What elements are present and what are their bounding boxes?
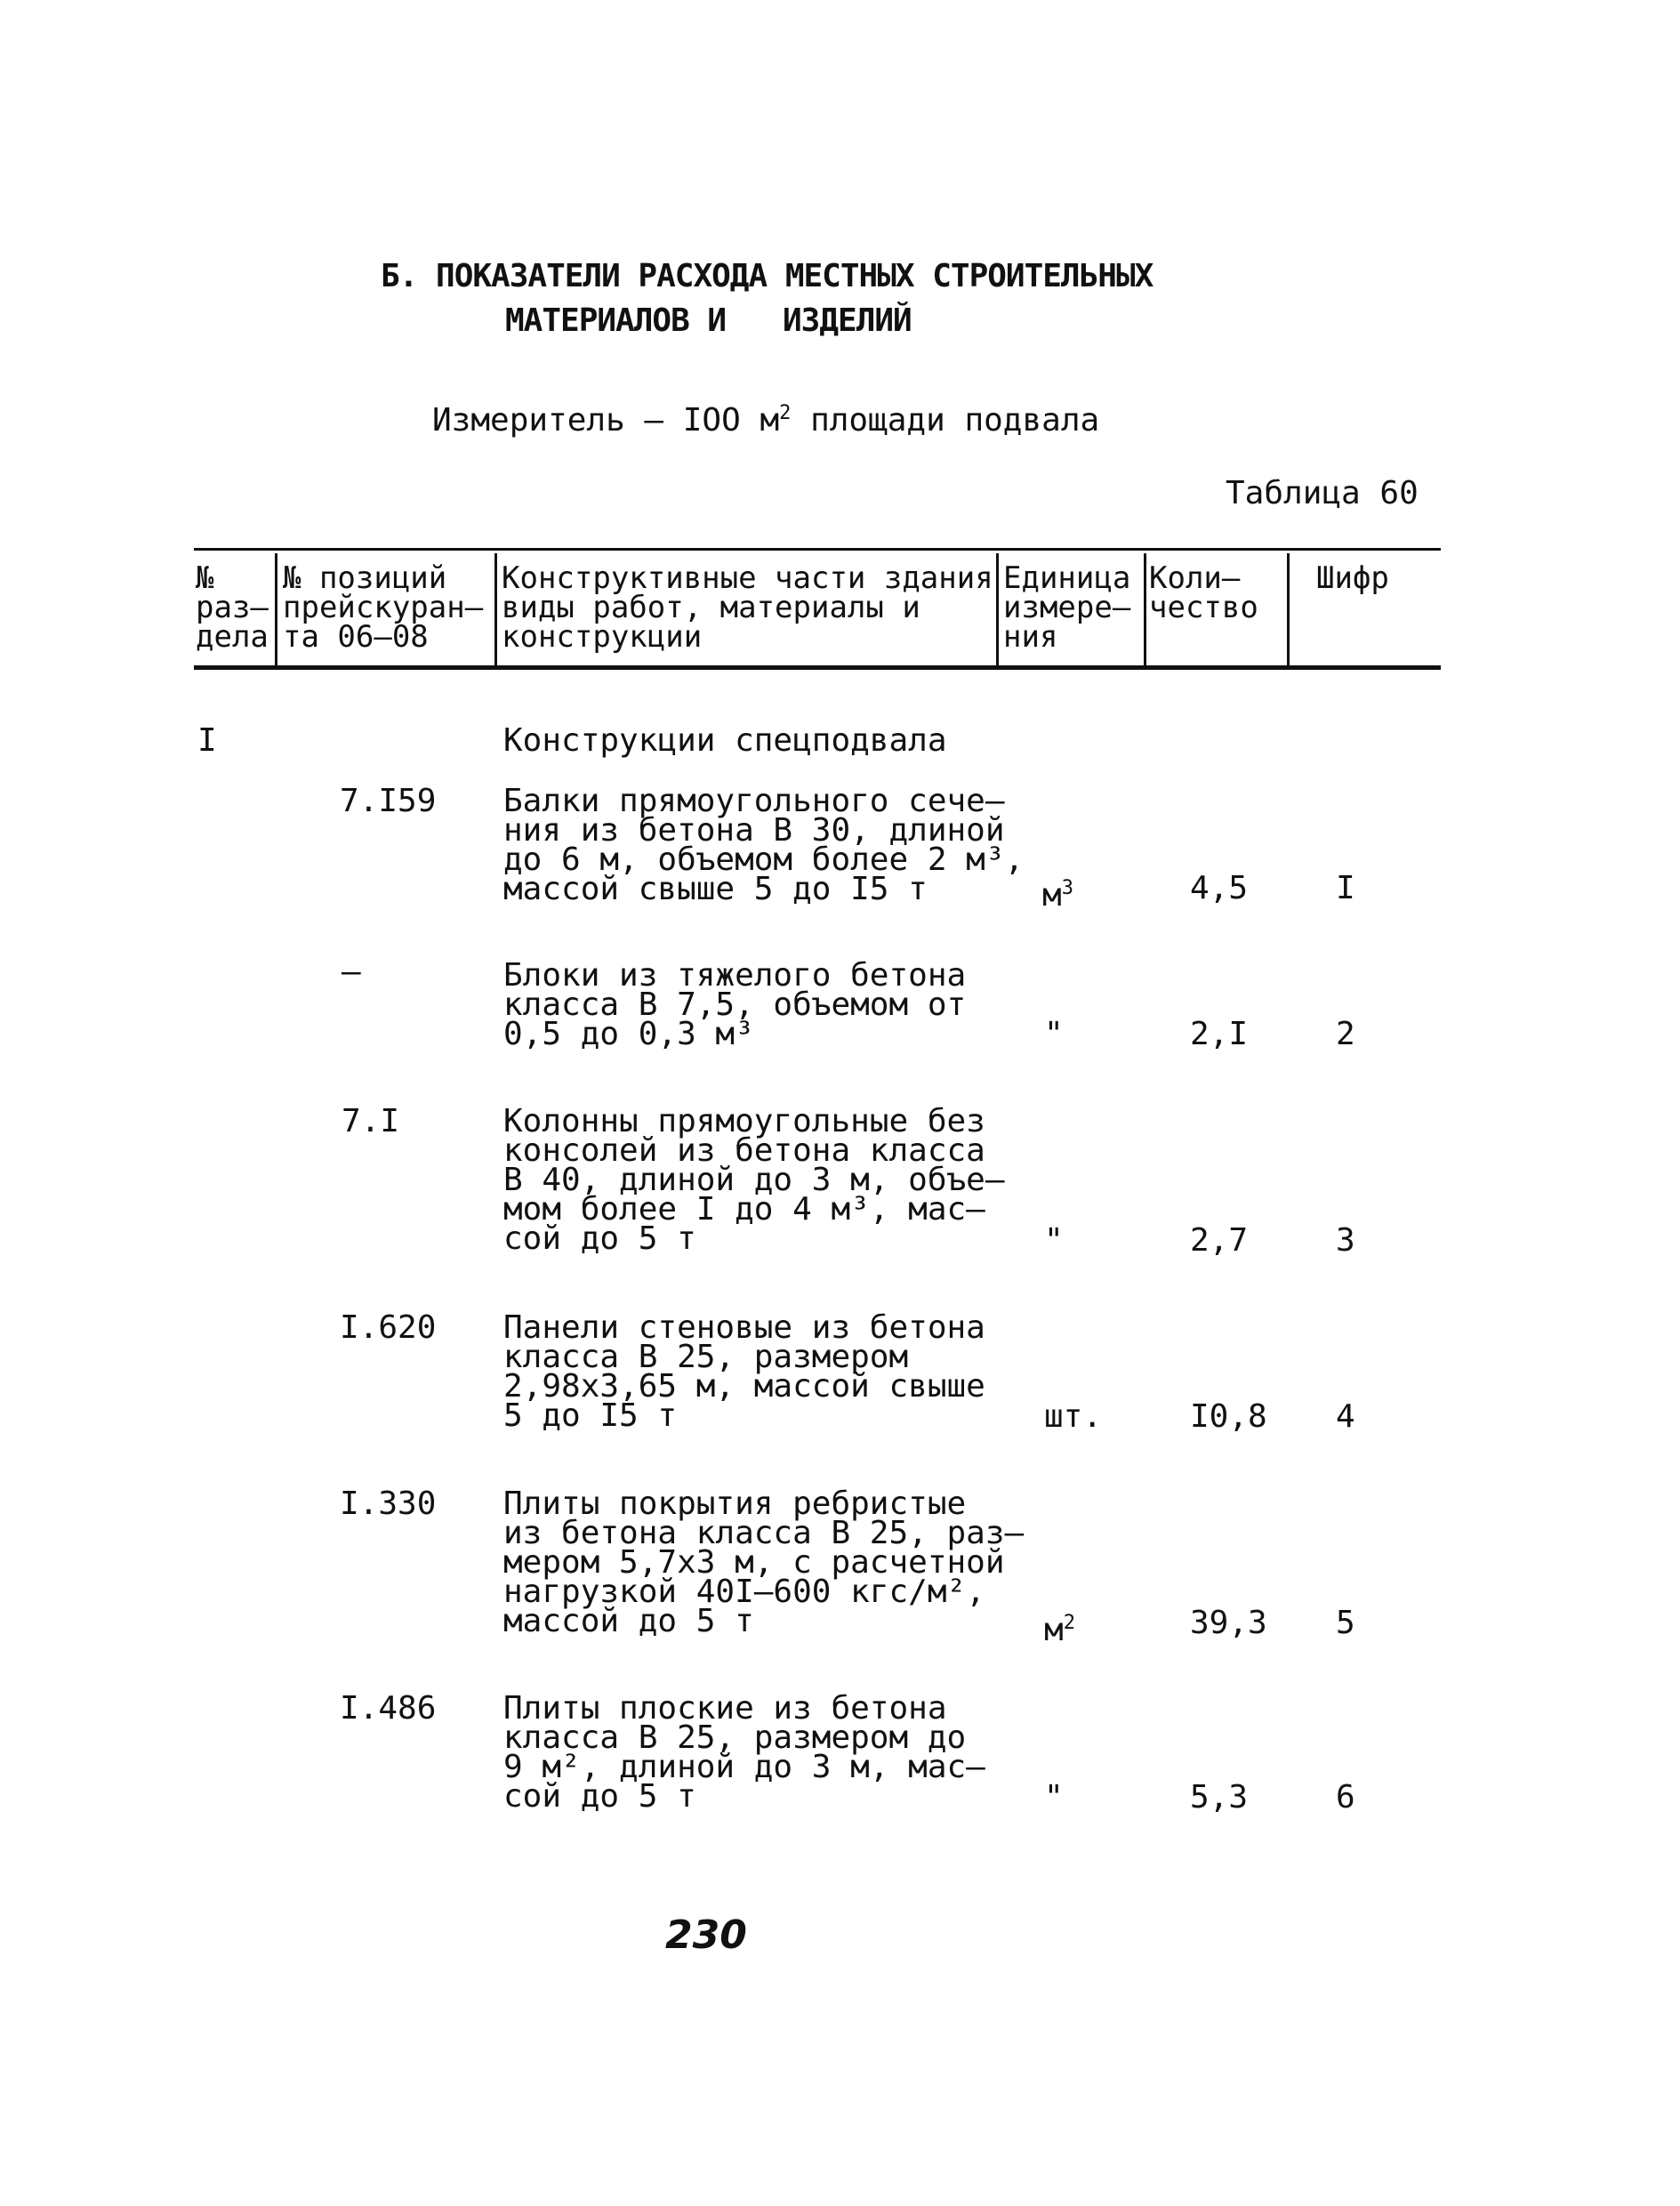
section-number: І: [197, 722, 217, 759]
header-col-quantity-line: чество: [1149, 590, 1258, 625]
meter-sup: 2: [779, 402, 792, 424]
row-code: 3: [1336, 1222, 1355, 1259]
row-description-line: В 40, длиной до 3 м, объе–: [503, 1162, 1005, 1198]
row-description-line: массой до 5 т: [503, 1603, 754, 1639]
row-description-line: Плиты покрытия ребристые: [503, 1485, 967, 1522]
row-description-line: нагрузкой 40І–600 кгс/м²,: [503, 1574, 985, 1610]
row-description-line: из бетона класса В 25, раз–: [503, 1515, 1025, 1551]
row-position: І.330: [340, 1485, 437, 1522]
col-sep-4: [1144, 553, 1146, 669]
row-unit-sup: 2: [1063, 1612, 1075, 1634]
row-unit-text: ": [1044, 1016, 1064, 1052]
row-description-line: сой до 5 т: [503, 1778, 696, 1815]
header-col-unit-line: Единица: [1003, 560, 1131, 596]
row-description-line: 5 до І5 т: [503, 1397, 678, 1434]
row-unit-sup: 3: [1061, 877, 1073, 899]
header-col-position: [283, 560, 484, 655]
row-quantity: 39,3: [1190, 1605, 1267, 1641]
header-col-position-line: та 06–08: [283, 619, 429, 655]
row-description-line: консолей из бетона класса: [503, 1132, 985, 1169]
row-position: –: [342, 954, 361, 990]
meter-line: [432, 402, 1099, 439]
header-col-quantity-line: Коли–: [1149, 560, 1241, 596]
col-sep-2: [494, 553, 497, 669]
row-code: 5: [1336, 1605, 1355, 1641]
row-description: [503, 1309, 985, 1434]
row-unit: [1044, 1779, 1064, 1816]
row-quantity: 2,7: [1190, 1222, 1249, 1259]
row-position: 7.І: [342, 1103, 400, 1139]
row-description-line: мом более І до 4 м³, мас–: [503, 1191, 985, 1228]
row-unit: [1044, 1016, 1064, 1052]
row-description-line: сой до 5 т: [503, 1220, 696, 1257]
row-position: І.620: [340, 1309, 437, 1346]
row-quantity: 5,3: [1190, 1779, 1249, 1816]
row-description: [503, 783, 1025, 907]
header-col-quantity: [1149, 560, 1258, 625]
header-col-description: [502, 560, 993, 655]
section-title: Конструкции спецподвала: [503, 722, 947, 759]
row-description: [503, 957, 967, 1052]
row-description-line: Плиты плоские из бетона: [503, 1690, 947, 1727]
row-code: 2: [1336, 1016, 1355, 1052]
row-description-line: Колонны прямоугольные без: [503, 1103, 985, 1139]
doc-title-line2a: МАТЕРИАЛОВ И: [505, 302, 727, 339]
col-sep-5: [1287, 553, 1290, 669]
header-col-description-line: виды работ, материалы и: [502, 590, 920, 625]
header-col-code-line: Шифр: [1316, 560, 1389, 596]
row-description-line: массой свыше 5 до І5 т: [503, 871, 928, 907]
header-col-description-line: конструкции: [502, 619, 703, 655]
row-quantity: І0,8: [1190, 1398, 1267, 1435]
header-col-unit-line: измере–: [1003, 590, 1131, 625]
row-code: І: [1336, 870, 1355, 906]
header-bottom-rule: [194, 665, 1441, 670]
header-col-code: [1316, 560, 1389, 596]
row-description-line: Блоки из тяжелого бетона: [503, 957, 967, 994]
header-col-position-line: прейскуран–: [283, 590, 484, 625]
header-col-section-line: раз–: [196, 590, 269, 625]
row-unit-text: ": [1044, 1222, 1064, 1259]
col-sep-1: [275, 553, 277, 669]
header-col-unit-line: ния: [1003, 619, 1058, 655]
row-description-line: ния из бетона В 30, длиной: [503, 812, 1005, 849]
row-description-line: 9 м², длиной до 3 м, мас–: [503, 1749, 985, 1785]
row-description-line: Балки прямоугольного сече–: [503, 783, 1005, 819]
row-description: [503, 1103, 1005, 1257]
meter-suffix: площади подвала: [791, 402, 1100, 439]
row-position: 7.І59: [340, 783, 437, 819]
row-unit: [1044, 1608, 1075, 1648]
row-description-line: класса В 7,5, объемом от: [503, 986, 967, 1023]
header-col-section: [196, 560, 269, 655]
row-code: 4: [1336, 1398, 1355, 1435]
header-col-description-line: Конструктивные части здания: [502, 560, 993, 596]
row-quantity: 4,5: [1190, 870, 1249, 906]
row-quantity: 2,І: [1190, 1016, 1249, 1052]
row-description-line: 2,98х3,65 м, массой свыше: [503, 1368, 985, 1405]
row-description: [503, 1690, 985, 1815]
row-description-line: мером 5,7х3 м, с расчетной: [503, 1544, 1005, 1581]
row-description-line: 0,5 до 0,3 м³: [503, 1016, 754, 1052]
row-unit: [1044, 1398, 1103, 1435]
table-label: Таблица 60: [1226, 475, 1419, 511]
row-description-line: Панели стеновые из бетона: [503, 1309, 985, 1346]
row-unit: [1044, 1222, 1064, 1259]
page-number: 230: [665, 1912, 747, 1958]
header-col-section-line: дела: [196, 619, 269, 655]
col-sep-3: [996, 553, 999, 669]
row-unit-text: ": [1044, 1779, 1064, 1816]
header-col-position-line: № позиций: [283, 560, 447, 596]
row-description-line: до 6 м, объемом более 2 м³,: [503, 841, 1025, 878]
header-col-unit: [1003, 560, 1131, 655]
row-description: [503, 1485, 1025, 1639]
row-code: 6: [1336, 1779, 1355, 1816]
meter-prefix: Измеритель – ІОО м: [432, 402, 780, 439]
row-unit-text: шт.: [1044, 1398, 1103, 1435]
doc-title-line2b: ИЗДЕЛИЙ: [783, 302, 912, 339]
row-unit-text: м: [1044, 1612, 1064, 1648]
header-top-rule: [194, 548, 1441, 551]
row-description-line: класса В 25, размером до: [503, 1719, 967, 1756]
row-unit-text: м: [1042, 877, 1062, 914]
row-position: І.486: [340, 1690, 437, 1727]
row-unit: [1042, 874, 1073, 914]
header-col-section-line: №: [196, 560, 214, 596]
row-description-line: класса В 25, размером: [503, 1339, 909, 1375]
doc-title-line1: Б. ПОКАЗАТЕЛИ РАСХОДА МЕСТНЫХ СТРОИТЕЛЬНЫХ: [381, 258, 1153, 294]
